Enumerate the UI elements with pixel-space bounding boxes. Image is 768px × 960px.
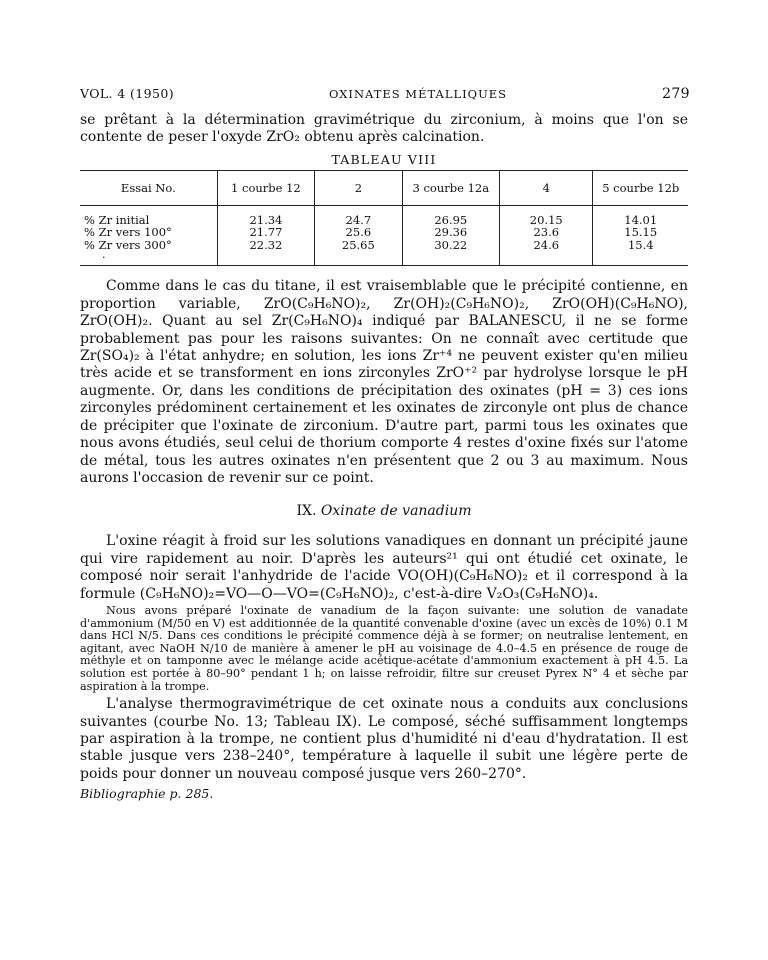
row-label: % Zr vers 100° bbox=[84, 225, 172, 240]
table-row bbox=[80, 239, 688, 251]
table-caption: TABLEAU VIII bbox=[331, 151, 437, 167]
table-cell: 25.65 bbox=[315, 239, 402, 251]
paragraph-zirconium: Comme dans le cas du titane, il est vraisemblable que le précipité contienne, en proportion variable, ZrO(C₉H₆NO)₂, Zr(OH)₂(C₉H₆NO)₂, ZrO(OH)(C₉H₆NO), ZrO(OH)₂. Quant au sel Zr(C₉H₆NO)₄ indiqué par BALANESCU, il ne se forme probablement pas pour les raisons suivantes: On ne connaît avec certitude que Zr(SO₄)₂ à l'état anhydre; en solution, les ions Zr⁺⁴ ne peuvent exister qu'en milieu très acide et se transforment en ions zirconyles ZrO⁺² par hydrolyse lorsque le pH augmente. Or, dans les conditions de précipitation des oxinates (pH = 3) ces ions zirconyles prédominent certainement et les oxinates de zirconyle ont plus de chance de précipiter que l'oxinate de zirconium. D'autre part, parmi tous les oxinates que nous avons étudiés, seul celui de thorium comporte 4 restes d'oxine fixés sur l'atome de métal, tous les autres oxinates n'en présentent que 2 ou 3 au maximum. Nous aurons l'occasion de revenir sur ce point. bbox=[80, 278, 688, 486]
table-cell bbox=[500, 251, 593, 266]
running-title: OXINATES MÉTALLIQUES bbox=[329, 87, 508, 101]
procedure-paragraph: Nous avons préparé l'oxinate de vanadium de la façon suivante: une solution de vanadate d'ammonium (M/50 en V) est additionnée de la quantité convenable d'oxine (avec un excès de 10%) 0.1 M dans HCl N/5. Dans ces conditions le précipité commence déjà à se former; on neutralise lentement, en agitant, avec NaOH N/10 de manière à amener le pH au voisinage de 4.0–4.5 en présence de rouge de méthyle et on tamponne avec le mélange acide acétique-acétate d'ammonium exactement à pH 4.5. La solution est portée à 80–90° pendant 1 h; on laisse refroidir, filtre sur creuset Pyrex N° 4 et sèche par aspiration à la trompe. bbox=[80, 603, 688, 693]
table-cell: 26.95 bbox=[402, 205, 499, 226]
page bbox=[80, 86, 688, 803]
table-cell: 30.22 bbox=[402, 239, 499, 251]
table-viii bbox=[80, 170, 688, 267]
paragraph-vanadium: L'oxine réagit à froid sur les solutions vanadiques en donnant un précipité jaune qui vire rapidement au noir. D'après les auteurs²¹ qui ont étudié cet oxinate, le composé noir serait l'anhydride de l'acide VO(OH)(C₉H₆NO)₂ et il correspond à la formule (C₉H₆NO)₂=VO—O—VO=(C₉H₆NO)₂, c'est-à-dire V₂O₃(C₉H₆NO)₄. bbox=[80, 533, 688, 602]
section-number: IX. bbox=[296, 503, 317, 520]
table-header-row bbox=[80, 170, 688, 205]
row-label: % Zr initial bbox=[84, 212, 150, 227]
header-cell: 5 courbe 12b bbox=[593, 170, 688, 205]
header-cell: Essai No. bbox=[120, 180, 176, 195]
table-row bbox=[80, 251, 688, 266]
table-cell: 15.4 bbox=[593, 239, 688, 251]
table-cell bbox=[315, 251, 402, 266]
section-title: Oxinate de vanadium bbox=[320, 503, 472, 520]
table-cell bbox=[402, 251, 499, 266]
table-cell: 21.34 bbox=[217, 205, 314, 226]
bibliography-note: Bibliographie p. 285. bbox=[80, 786, 214, 802]
table-row bbox=[80, 226, 688, 238]
table-cell: 29.36 bbox=[402, 226, 499, 238]
table-cell: 15.15 bbox=[593, 226, 688, 238]
table-cell: 14.01 bbox=[593, 205, 688, 226]
header-cell: 4 bbox=[500, 170, 593, 205]
table-cell: 22.32 bbox=[217, 239, 314, 251]
section-heading bbox=[80, 503, 688, 519]
page-number: 279 bbox=[662, 86, 690, 102]
header-cell: 3 courbe 12a bbox=[402, 170, 499, 205]
header-cell: 1 courbe 12 bbox=[217, 170, 314, 205]
row-label: · bbox=[102, 250, 106, 265]
row-label: % Zr vers 300° bbox=[84, 237, 172, 252]
paragraph-analysis: L'analyse thermogravimétrique de cet oxinate nous a conduits aux conclusions suivantes (courbe No. 13; Tableau IX). Le composé, séché suffisamment longtemps par aspiration à la trompe, ne contient plus d'humidité ni d'eau d'hydratation. Il est stable jusque vers 238–240°, température à laquelle il subit une légère perte de poids pour donner un nouveau composé jusque vers 260–270°. bbox=[80, 696, 688, 782]
table-row bbox=[80, 205, 688, 226]
running-header bbox=[80, 86, 688, 102]
table-cell: 24.6 bbox=[500, 239, 593, 251]
intro-paragraph: se prêtant à la détermination gravimétrique du zirconium, à moins que l'on se contente de peser l'oxyde ZrO₂ obtenu après calcination. bbox=[80, 112, 688, 146]
table-cell: 20.15 bbox=[500, 205, 593, 226]
table-cell: 23.6 bbox=[500, 226, 593, 238]
table-cell: 25.6 bbox=[315, 226, 402, 238]
table-cell: 21.77 bbox=[217, 226, 314, 238]
table-cell bbox=[217, 251, 314, 266]
table-cell: 24.7 bbox=[315, 205, 402, 226]
table-cell bbox=[593, 251, 688, 266]
volume-label: VOL. 4 (1950) bbox=[80, 86, 174, 101]
header-cell: 2 bbox=[315, 170, 402, 205]
